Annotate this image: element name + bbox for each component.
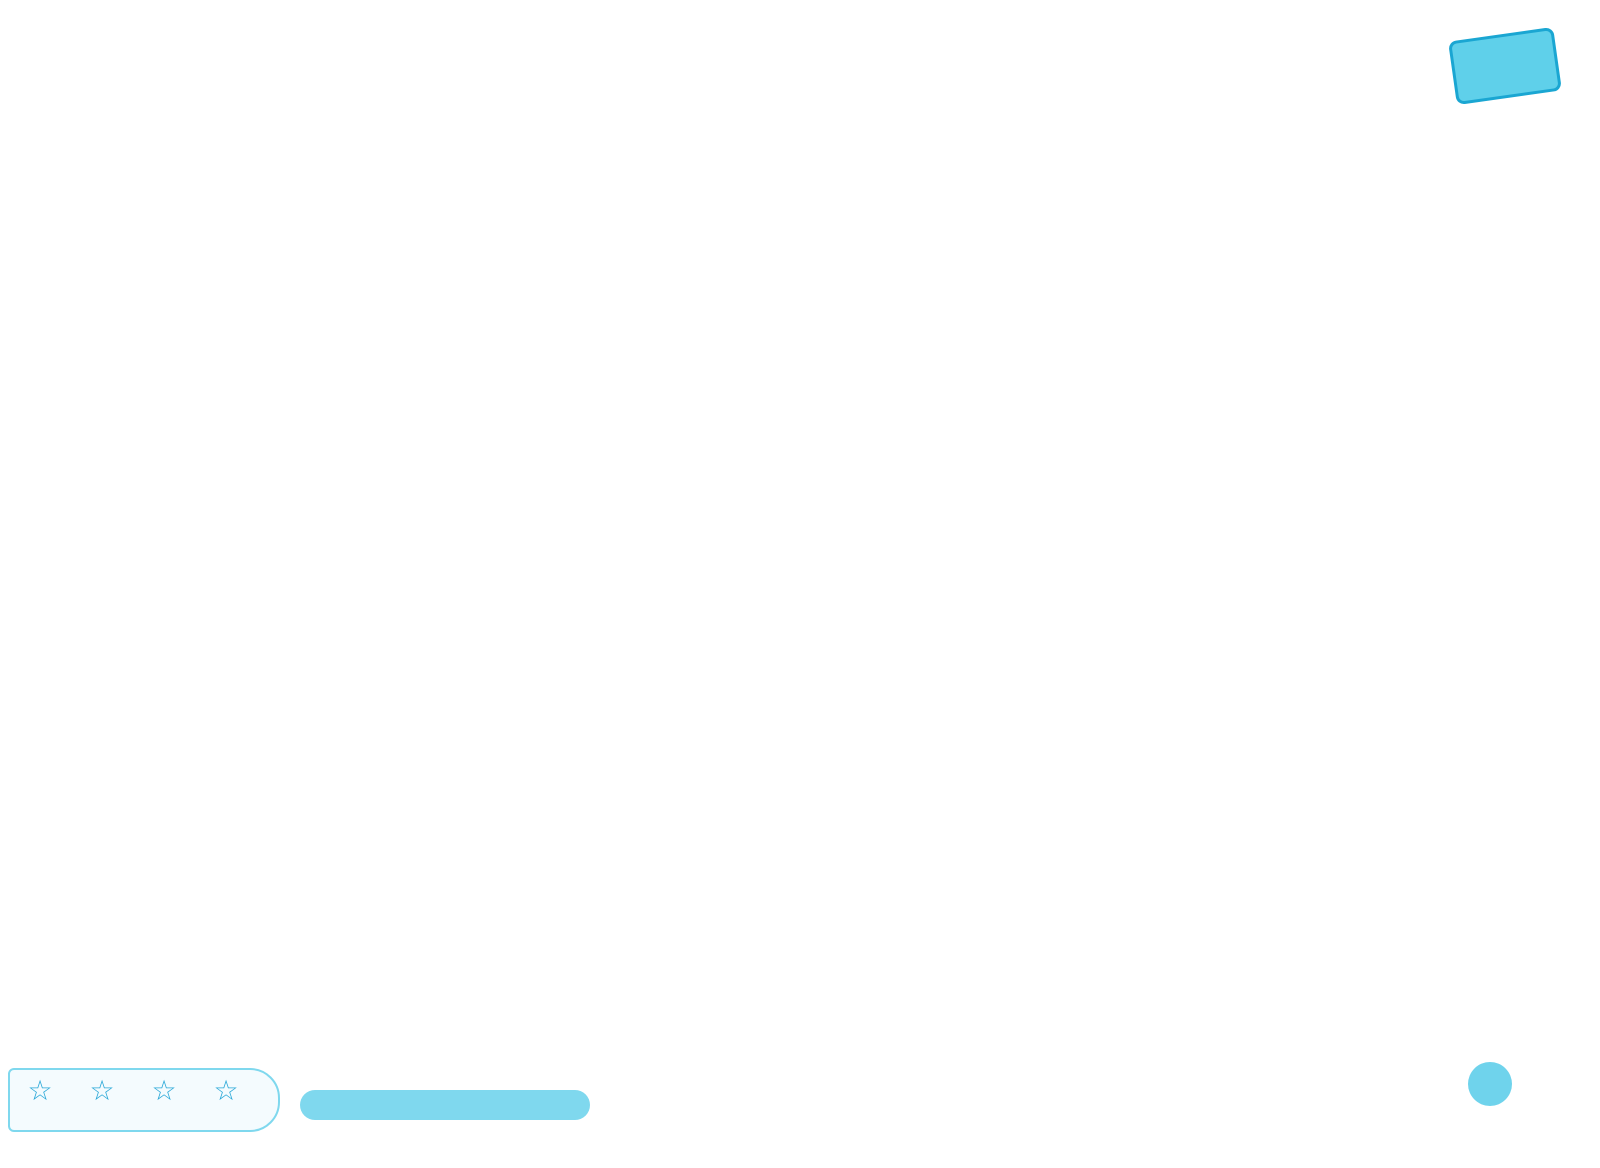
star-icon: ☆	[89, 1074, 115, 1107]
star-icon: ☆	[27, 1074, 53, 1107]
star-rating-panel	[8, 1068, 280, 1132]
star-icon: ☆	[151, 1074, 177, 1107]
star-icon: ☆	[213, 1074, 239, 1107]
watermark-logo	[1400, 1066, 1570, 1118]
footer-question	[300, 1090, 590, 1120]
